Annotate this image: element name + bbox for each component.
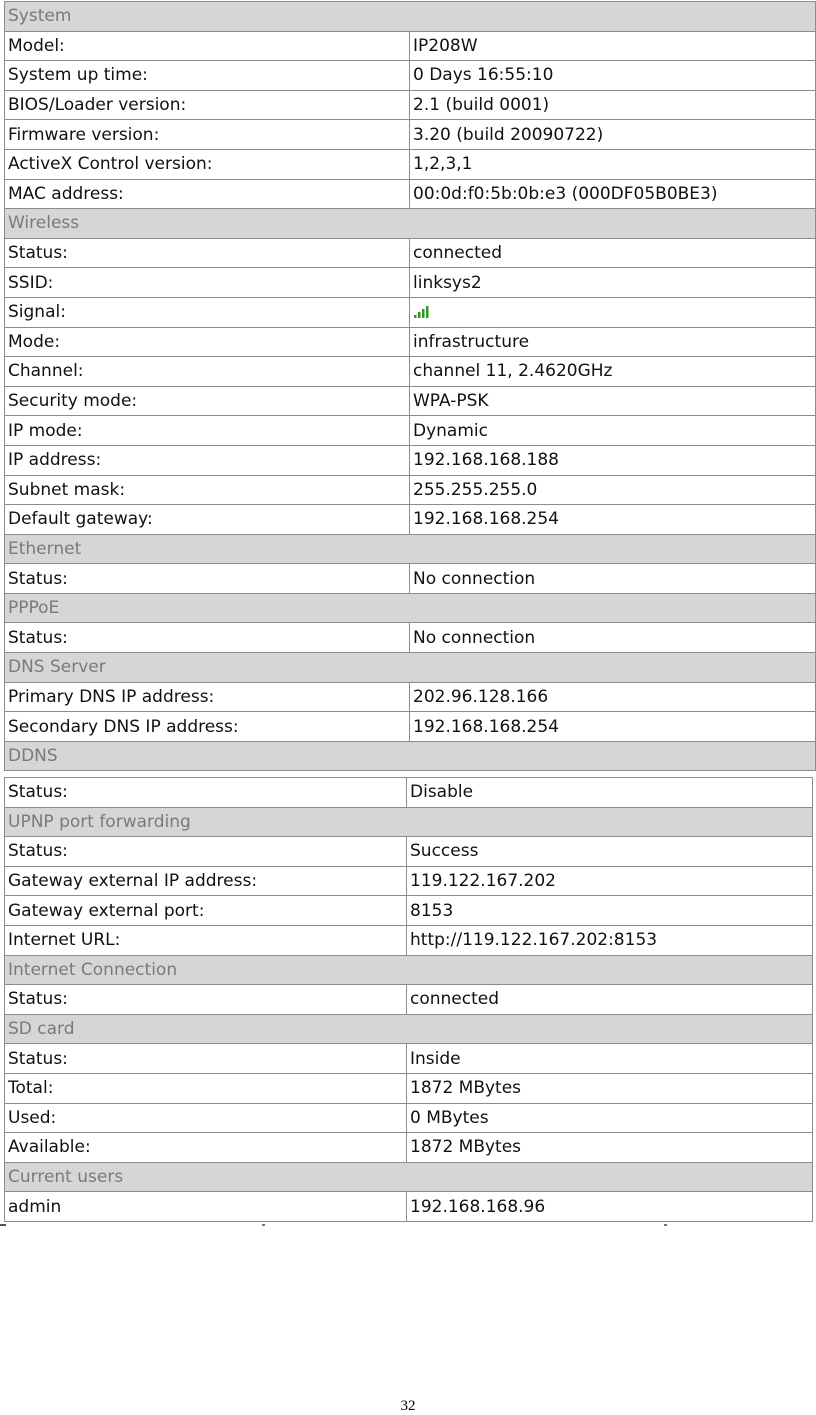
section-title: SD card — [5, 1014, 813, 1044]
row-label: Security mode: — [5, 386, 410, 416]
table-row — [5, 238, 816, 268]
row-value: 1872 MBytes — [407, 1133, 813, 1163]
row-label: Secondary DNS IP address: — [5, 712, 410, 742]
row-label: Used: — [5, 1103, 407, 1133]
row-label: Subnet mask: — [5, 475, 410, 505]
row-label: Default gateway: — [5, 505, 410, 535]
section-header-current-users — [5, 1162, 813, 1192]
table-row — [5, 297, 816, 327]
row-value: linksys2 — [410, 268, 816, 298]
row-value: 0 MBytes — [407, 1103, 813, 1133]
page-number: 32 — [400, 1398, 416, 1414]
row-value: 1,2,3,1 — [410, 149, 816, 179]
row-value: IP208W — [410, 31, 816, 61]
table-row — [5, 925, 813, 955]
table-row — [5, 90, 816, 120]
section-header-ddns — [5, 741, 816, 771]
table-row — [5, 327, 816, 357]
row-value: channel 11, 2.4620GHz — [410, 357, 816, 387]
row-label: SSID: — [5, 268, 410, 298]
table-row — [5, 1133, 813, 1163]
section-header-wireless — [5, 209, 816, 239]
table-row — [5, 61, 816, 91]
table-row — [5, 179, 816, 209]
table-row — [5, 505, 816, 535]
row-value: 192.168.168.188 — [410, 445, 816, 475]
row-value: Dynamic — [410, 416, 816, 446]
status-table-upper — [4, 1, 816, 771]
section-title: Current users — [5, 1162, 813, 1192]
table-row — [5, 837, 813, 867]
row-label: Gateway external IP address: — [5, 866, 407, 896]
table-row — [5, 623, 816, 653]
table-row — [5, 268, 816, 298]
row-label: System up time: — [5, 61, 410, 91]
row-label: IP mode: — [5, 416, 410, 446]
table-row — [5, 31, 816, 61]
section-header-upnp-port-forwarding — [5, 807, 813, 837]
section-title: UPNP port forwarding — [5, 807, 813, 837]
row-label: Total: — [5, 1073, 407, 1103]
row-value: 3.20 (build 20090722) — [410, 120, 816, 150]
row-value: 00:0d:f0:5b:0b:e3 (000DF05B0BE3) — [410, 179, 816, 209]
row-value: 0 Days 16:55:10 — [410, 61, 816, 91]
section-title: PPPoE — [5, 593, 816, 623]
row-value: WPA-PSK — [410, 386, 816, 416]
row-label: MAC address: — [5, 179, 410, 209]
row-label: Status: — [5, 1044, 407, 1074]
table-row — [5, 1073, 813, 1103]
table-row — [5, 1192, 813, 1222]
table-row — [5, 386, 816, 416]
row-label: ActiveX Control version: — [5, 149, 410, 179]
row-value: infrastructure — [410, 327, 816, 357]
signal-bar — [422, 309, 425, 318]
row-value: 119.122.167.202 — [407, 866, 813, 896]
section-title: Ethernet — [5, 534, 816, 564]
section-header-ethernet — [5, 534, 816, 564]
table-row — [5, 1044, 813, 1074]
table-row — [5, 985, 813, 1015]
signal-bar — [414, 315, 417, 318]
row-label: Status: — [5, 623, 410, 653]
row-label: Status: — [5, 238, 410, 268]
row-label: Primary DNS IP address: — [5, 682, 410, 712]
row-label: Mode: — [5, 327, 410, 357]
signal-strength-icon — [413, 302, 435, 318]
row-label: Signal: — [5, 297, 410, 327]
row-label: BIOS/Loader version: — [5, 90, 410, 120]
row-label: Model: — [5, 31, 410, 61]
section-header-sd-card — [5, 1014, 813, 1044]
row-value: Success — [407, 837, 813, 867]
row-value: Inside — [407, 1044, 813, 1074]
table-row — [5, 712, 816, 742]
screenshot-cut-edge — [0, 1224, 816, 1227]
row-label: Internet URL: — [5, 925, 407, 955]
section-title: DDNS — [5, 741, 816, 771]
section-title: Internet Connection — [5, 955, 813, 985]
row-label: Status: — [5, 564, 410, 594]
row-value: 192.168.168.96 — [407, 1192, 813, 1222]
row-value: 255.255.255.0 — [410, 475, 816, 505]
row-label: Gateway external port: — [5, 896, 407, 926]
row-value: 192.168.168.254 — [410, 505, 816, 535]
row-value: 202.96.128.166 — [410, 682, 816, 712]
row-label: Channel: — [5, 357, 410, 387]
row-label: Status: — [5, 837, 407, 867]
status-table-lower — [4, 777, 813, 1222]
row-value: No connection — [410, 564, 816, 594]
table-row — [5, 357, 816, 387]
signal-bar — [426, 306, 429, 318]
section-header-pppoe — [5, 593, 816, 623]
row-label: Status: — [5, 778, 407, 808]
table-row — [5, 564, 816, 594]
row-value: connected — [407, 985, 813, 1015]
row-label: IP address: — [5, 445, 410, 475]
table-row — [5, 416, 816, 446]
row-value: 192.168.168.254 — [410, 712, 816, 742]
table-row — [5, 445, 816, 475]
section-header-internet-connection — [5, 955, 813, 985]
section-title: Wireless — [5, 209, 816, 239]
table-row — [5, 1103, 813, 1133]
row-label: admin — [5, 1192, 407, 1222]
table-row — [5, 896, 813, 926]
row-value: Disable — [407, 778, 813, 808]
row-value — [410, 297, 816, 327]
section-header-dns-server — [5, 653, 816, 683]
row-value: No connection — [410, 623, 816, 653]
row-value: connected — [410, 238, 816, 268]
table-row — [5, 682, 816, 712]
table-row — [5, 120, 816, 150]
row-label: Status: — [5, 985, 407, 1015]
signal-bar — [430, 303, 433, 318]
row-value: 8153 — [407, 896, 813, 926]
section-header-system — [5, 2, 816, 32]
row-value: 1872 MBytes — [407, 1073, 813, 1103]
table-row — [5, 866, 813, 896]
row-value: 2.1 (build 0001) — [410, 90, 816, 120]
row-label: Available: — [5, 1133, 407, 1163]
section-title: System — [5, 2, 816, 32]
section-title: DNS Server — [5, 653, 816, 683]
row-label: Firmware version: — [5, 120, 410, 150]
table-row — [5, 778, 813, 808]
row-value: http://119.122.167.202:8153 — [407, 925, 813, 955]
table-row — [5, 475, 816, 505]
signal-bar — [418, 312, 421, 318]
table-row — [5, 149, 816, 179]
